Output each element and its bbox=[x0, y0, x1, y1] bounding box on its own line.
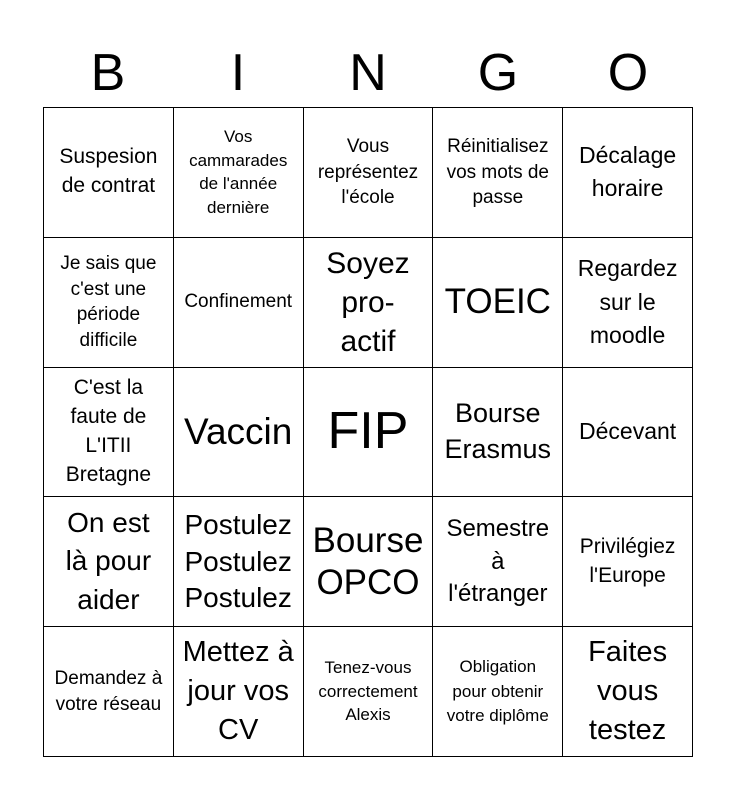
header-letter-n: N bbox=[349, 44, 387, 102]
bingo-cell[interactable] bbox=[304, 238, 434, 368]
cell-text: Regardez sur le moodle bbox=[577, 255, 678, 348]
bingo-cell[interactable] bbox=[174, 238, 304, 368]
bingo-cell[interactable] bbox=[433, 108, 563, 238]
bingo-cell[interactable] bbox=[44, 238, 174, 368]
bingo-card-grid bbox=[43, 107, 693, 757]
bingo-cell[interactable] bbox=[433, 238, 563, 368]
cell-text: Vaccin bbox=[184, 410, 293, 452]
cell-text: Décevant bbox=[579, 418, 677, 445]
header-letter-g: G bbox=[477, 44, 519, 102]
bingo-cell[interactable] bbox=[304, 497, 434, 627]
cell-text: Réinitialisez vos mots de passe bbox=[446, 135, 549, 209]
bingo-cell[interactable] bbox=[44, 497, 174, 627]
bingo-cell[interactable] bbox=[44, 108, 174, 238]
cell-text: Postulez Postulez Postulez bbox=[184, 509, 292, 613]
cell-text: Mettez à jour vos CV bbox=[182, 635, 294, 747]
bingo-cell[interactable] bbox=[174, 368, 304, 498]
cell-text: On est là pour aider bbox=[65, 506, 152, 616]
bingo-cell[interactable] bbox=[304, 108, 434, 238]
cell-text: Privilégiez l'Europe bbox=[579, 534, 676, 587]
bingo-cell[interactable] bbox=[174, 627, 304, 757]
bingo-cell[interactable] bbox=[563, 238, 693, 368]
bingo-cell[interactable] bbox=[174, 497, 304, 627]
bingo-cell[interactable] bbox=[433, 497, 563, 627]
bingo-cell[interactable] bbox=[563, 368, 693, 498]
cell-text: Vos cammarades de l'année dernière bbox=[189, 127, 288, 217]
bingo-cell[interactable] bbox=[44, 627, 174, 757]
cell-text: Soyez pro-actif bbox=[326, 246, 410, 358]
cell-text: Semestre à l'étranger bbox=[446, 515, 550, 607]
cell-text: C'est la faute de L'ITII Bretagne bbox=[65, 376, 152, 486]
bingo-cell[interactable] bbox=[563, 497, 693, 627]
cell-text: Bourse Erasmus bbox=[444, 398, 552, 464]
cell-text: TOEIC bbox=[444, 282, 551, 322]
bingo-cell[interactable] bbox=[433, 368, 563, 498]
cell-text: Bourse OPCO bbox=[312, 520, 424, 602]
cell-text: Obligation pour obtenir votre diplôme bbox=[446, 657, 549, 725]
cell-text: Tenez-vous correctement Alexis bbox=[318, 658, 418, 725]
bingo-header bbox=[43, 40, 693, 106]
cell-text: Suspesion de contrat bbox=[59, 145, 158, 198]
cell-text: Décalage horaire bbox=[579, 142, 677, 202]
cell-text: Vous représentez l'école bbox=[317, 135, 419, 209]
header-letter-o: O bbox=[607, 44, 649, 102]
cell-text: Confinement bbox=[184, 291, 293, 313]
header-letter-b: B bbox=[90, 44, 126, 102]
cell-text: Demandez à votre réseau bbox=[54, 667, 163, 715]
bingo-cell[interactable] bbox=[563, 627, 693, 757]
cell-text: FIP bbox=[327, 402, 409, 461]
bingo-cell[interactable] bbox=[563, 108, 693, 238]
cell-text: Faites vous testez bbox=[588, 635, 668, 747]
cell-text: Je sais que c'est une période difficile bbox=[60, 252, 157, 351]
bingo-cell[interactable] bbox=[304, 627, 434, 757]
bingo-cell[interactable] bbox=[174, 108, 304, 238]
bingo-cell[interactable] bbox=[44, 368, 174, 498]
bingo-cell[interactable] bbox=[304, 368, 434, 498]
bingo-cell[interactable] bbox=[433, 627, 563, 757]
header-letter-i: I bbox=[230, 44, 246, 102]
